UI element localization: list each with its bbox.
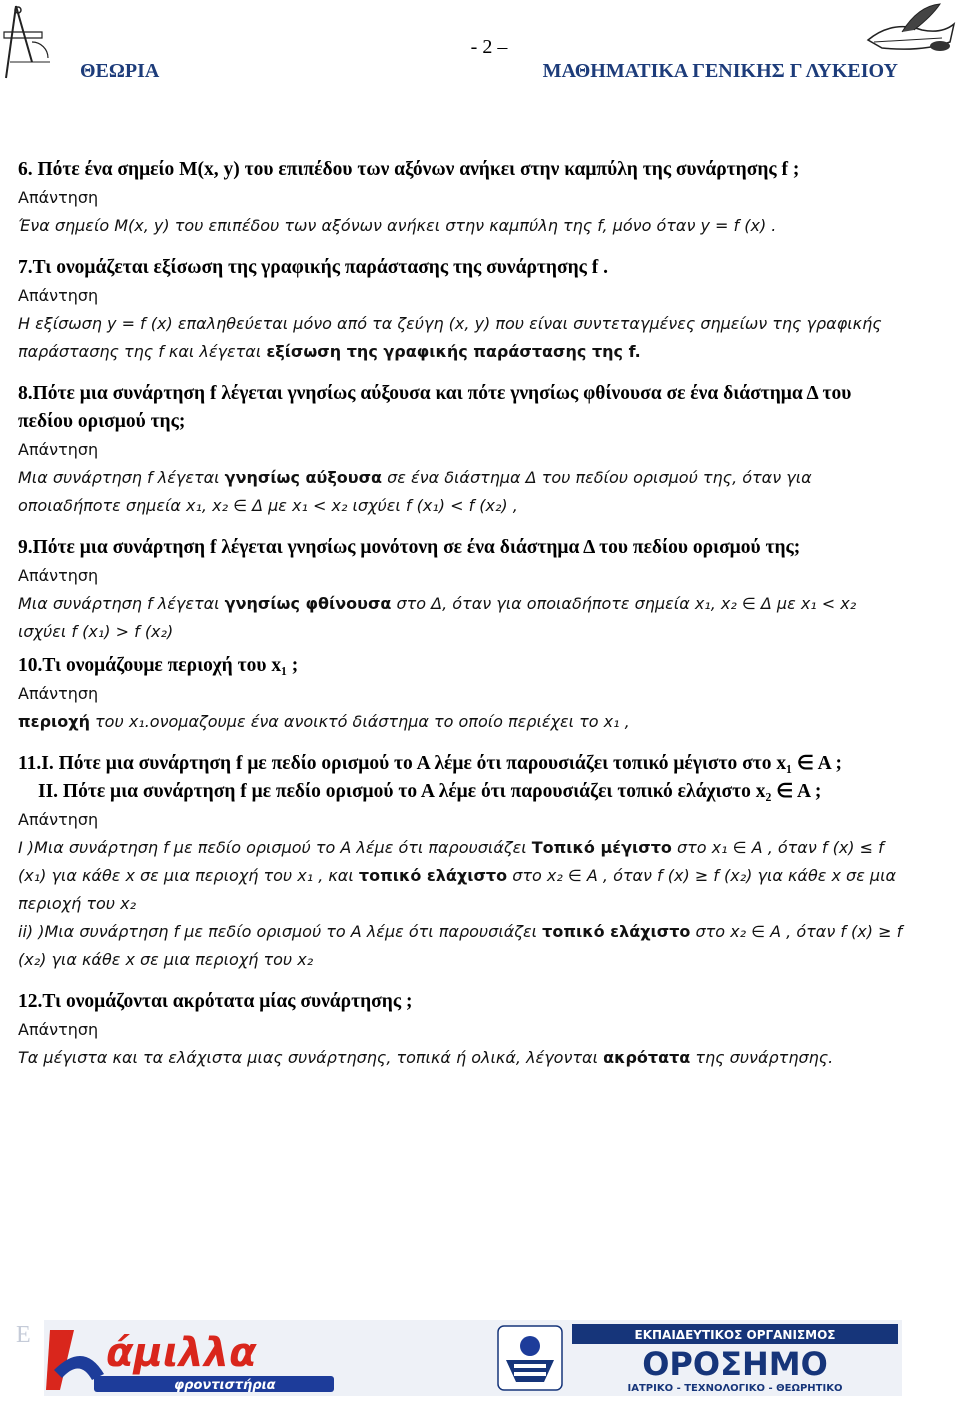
answer-8: Μια συνάρτηση f λέγεται γνησίως αύξουσα σε ένα διάστημα Δ του πεδίου ορισμού της, όταν για οποιαδήποτε σημεία x₁, x₂ ∈ Δ με x₁ < x₂ ισχύει f (x₁) < f (x₂) , xyxy=(18,468,812,515)
brand-left-sub: φροντιστήρια xyxy=(174,1378,276,1393)
question-11-part-2: ΙΙ. Πότε μια συνάρτηση f με πεδίο ορισμού το Α λέμε ότι παρουσιάζει τοπικό ελάχιστο x₂ ∈ A ; xyxy=(38,781,822,802)
question-12: 12.Τι ονομάζονται ακρότατα μίας συνάρτησης ; xyxy=(18,991,413,1012)
question-11-part-1: 11.Ι. Πότε μια συνάρτηση f με πεδίο ορισμού το Α λέμε ότι παρουσιάζει τοπικό μέγιστο στο x₁ ∈ A ; xyxy=(18,753,843,774)
answer-label: Απάντηση xyxy=(18,684,99,703)
footer-corner-letter: Ε xyxy=(16,1322,31,1348)
brand-right-sub: ΙΑΤΡΙΚΟ - ΤΕΧΝΟΛΟΓΙΚΟ - ΘΕΩΡΗΤΙΚΟ xyxy=(627,1383,843,1394)
answer-label: Απάντηση xyxy=(18,1020,99,1039)
answer-label: Απάντηση xyxy=(18,286,99,305)
page-number: - 2 – xyxy=(470,36,508,58)
answer-7: Η εξίσωση y = f (x) επαληθεύεται μόνο από τα ζεύγη (x, y) που είναι συντεταγμένες σημείων της γραφικής παράστασης της f και λέγεται εξίσωση της γραφικής παράστασης της f. xyxy=(18,314,882,361)
answer-12: Τα μέγιστα και τα ελάχιστα μιας συνάρτησης, τοπικά ή ολικά, λέγονται ακρότατα της συνάρτησης. xyxy=(18,1048,834,1067)
header-right-title: ΜΑΘΗΜΑΤΙΚΑ ΓΕΝΙΚΗΣ Γ ΛΥΚΕΙΟΥ xyxy=(542,60,898,82)
answer-label: Απάντηση xyxy=(18,566,99,585)
answer-10-bold: περιοχή xyxy=(18,712,90,731)
answer-7-bold: εξίσωση της γραφικής παράστασης της f. xyxy=(266,342,641,361)
answer-11-bold-3: τοπικό ελάχιστο xyxy=(542,922,691,941)
answer-12-bold: ακρότατα xyxy=(603,1048,691,1067)
emblem-icon xyxy=(498,1326,562,1390)
brand-right: ΟΡΟΣΗΜΟ xyxy=(642,1345,828,1383)
answer-9: Μια συνάρτηση f λέγεται γνησίως φθίνουσα στο Δ, όταν για οποιαδήποτε σημεία x₁, x₂ ∈ Δ με x₁ < x₂ ισχύει f (x₁) > f (x₂) xyxy=(18,594,857,641)
answer-6: Ένα σημείο Μ(x, y) του επιπέδου των αξόνων ανήκει στην καμπύλη της f, μόνο όταν y = f (x) . xyxy=(18,216,777,235)
question-7: 7.Τι ονομάζεται εξίσωση της γραφικής παράστασης της συνάρτησης f . xyxy=(18,257,608,278)
answer-10: περιοχή του x₁.ονομαζουμε ένα ανοικτό διάστημα το οποίο περιέχει το x₁ , xyxy=(18,712,630,731)
answer-11-part-2: ii) )Μια συνάρτηση f με πεδίο ορισμού το Α λέμε ότι παρουσιάζει τοπικό ελάχιστο στο x₂ ∈ A , όταν f (x) ≥ f (x₂) για κάθε x σε μια περιοχή του x₂ xyxy=(18,922,903,969)
content xyxy=(18,156,908,1072)
brand-left: άμιλλα xyxy=(106,1330,257,1376)
answer-label: Απάντηση xyxy=(18,188,99,207)
question-6: 6. Πότε ένα σημείο Μ(x, y) του επιπέδου των αξόνων ανήκει στην καμπύλη της συνάρτησης f ; xyxy=(18,159,800,180)
answer-9-bold: γνησίως φθίνουσα xyxy=(224,594,392,613)
question-9: 9.Πότε μια συνάρτηση f λέγεται γνησίως μονότονη σε ένα διάστημα Δ του πεδίου ορισμού της; xyxy=(18,537,801,558)
header-left-title: ΘΕΩΡΙΑ xyxy=(80,60,160,82)
answer-label: Απάντηση xyxy=(18,810,99,829)
question-10: 10.Τι ονομάζουμε περιοχή του x₁ ; xyxy=(18,655,299,676)
question-8: 8.Πότε μια συνάρτηση f λέγεται γνησίως αύξουσα και πότε γνησίως φθίνουσα σε ένα διάστημα Δ του πεδίου ορισμού της; xyxy=(18,383,852,432)
answer-11-part-1: Ι )Μια συνάρτηση f με πεδίο ορισμού το Α λέμε ότι παρουσιάζει Τοπικό μέγιστο στο x₁ ∈ A , όταν f (x) ≤ f (x₁) για κάθε x σε μια περιοχή του x₁ , και τοπικό ελάχιστο στο x₂ ∈ A , όταν f (x) ≥ f (x₂) για κάθε x σε μια περιοχή του x₂ xyxy=(18,838,897,913)
answer-label: Απάντηση xyxy=(18,440,99,459)
footer-banner xyxy=(44,1320,902,1396)
answer-11-bold-1: Τοπικό μέγιστο xyxy=(531,838,672,857)
answer-11-bold-2: τοπικό ελάχιστο xyxy=(358,866,508,885)
brand-right-top: ΕΚΠΑΙΔΕΥΤΙΚΟΣ ΟΡΓΑΝΙΣΜΟΣ xyxy=(634,1328,836,1342)
answer-8-bold: γνησίως αύξουσα xyxy=(224,468,383,487)
